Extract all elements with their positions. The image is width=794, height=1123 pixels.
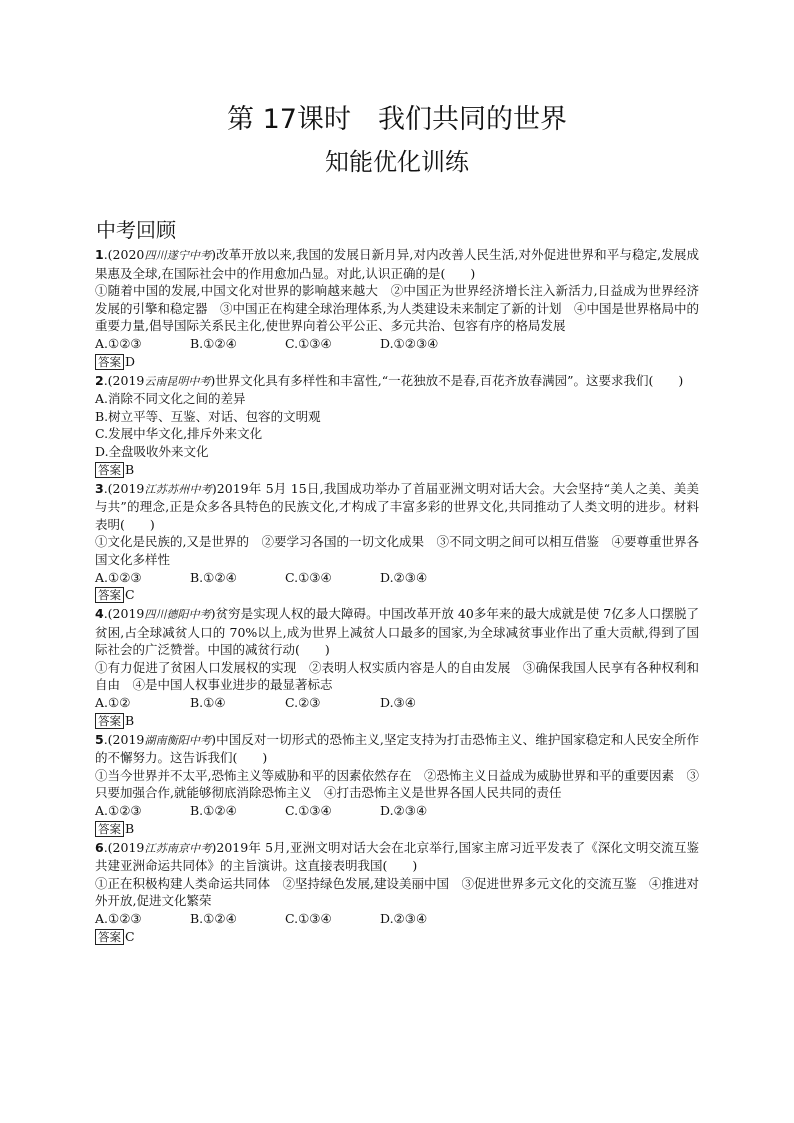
choice-options (95, 910, 699, 928)
question-year: .(2019 (103, 606, 145, 622)
answer-value: B (125, 820, 135, 836)
question-year: .(2019 (103, 480, 145, 496)
choice-option: D.②③④ (380, 803, 428, 819)
question-statement: D.全盘吸收外来文化 (95, 443, 209, 459)
question-text: )2019年 5月 15日,我国成功举办了首届亚洲文明对话大会。大会坚持“美人之美、美美与共”的理念,正是众多各具特色的民族文化,才构成了丰富多彩的世界文化,共同推动了人类文明的进步。材料表明( ) (95, 480, 700, 532)
question-4 (95, 605, 699, 730)
choice-option: A.①② (95, 695, 131, 711)
answer-value: C (125, 928, 135, 944)
question-text: )2019年 5月,亚洲文明对话大会在北京举行,国家主席习近平发表了《深化文明交流互鉴 共建亚洲命运共同体》的主旨演讲。这直接表明我国( ) (95, 839, 712, 874)
answer-label: 答案 (95, 821, 124, 837)
question-year: .(2019 (103, 731, 145, 747)
answer-value: B (125, 712, 135, 728)
choice-option: D.①②③④ (380, 335, 439, 351)
question-stem (95, 372, 699, 391)
choice-option: C.①③④ (285, 803, 332, 819)
question-statement: ①正在积极构建人类命运共同体 ②坚持绿色发展,建设美丽中国 ③促进世界多元文化的交流互鉴 ④推进对外开放,促进文化繁荣 (95, 875, 699, 909)
question-year: .(2019 (103, 839, 145, 855)
choice-option: C.①③④ (285, 911, 332, 926)
choice-option: A.①②③ (95, 335, 142, 351)
choice-option: D.②③④ (380, 911, 428, 926)
question-number: 5 (95, 731, 104, 747)
answer-row (95, 820, 699, 838)
choice-option: B.①②④ (190, 803, 237, 819)
question-list (95, 246, 712, 947)
choice-option: C.②③ (285, 695, 321, 711)
choice-option: B.①②④ (190, 911, 237, 926)
question-text: )世界文化具有多样性和丰富性,“一花独放不是春,百花齐放春满园”。这要求我们( ) (210, 372, 684, 388)
question-year: .(2020 (103, 247, 145, 262)
question-source: 江苏南京中考 (144, 841, 212, 855)
question-6 (95, 839, 712, 946)
answer-value: D (125, 353, 136, 369)
choice-option: A.①②③ (95, 569, 142, 585)
question-statement: B.树立平等、互鉴、对话、包容的文明观 (95, 408, 321, 424)
question-source: 云南昆明中考 (144, 374, 211, 388)
question-statement: ①文化是民族的,又是世界的 ②要学习各国的一切文化成果 ③不同文明之间可以相互借鉴 ④要尊重世界各国文化多样性 (95, 534, 699, 567)
question-statement: C.发展中华文化,排斥外来文化 (95, 426, 263, 442)
question-statement: ①随着中国的发展,中国文化对世界的影响越来越大 ②中国正为世界经济增长注入新活力,日益成为世界经济发展的引擎和稳定器 ③中国正在构建全球治理体系,为人类建设未来制定了新的计划 ④中国是世界格局中的重要力量,倡导国际关系民主化,使世界向着公平公正、多元共治、包容有序的格局发展 (95, 283, 699, 334)
answer-label: 答案 (95, 354, 124, 370)
choice-option: B.①②④ (190, 335, 237, 351)
question-1 (95, 246, 699, 371)
answer-row (95, 928, 699, 946)
question-source: 四川德阳中考 (144, 608, 211, 622)
question-statement: ①有力促进了贫困人口发展权的实现 ②表明人权实质内容是人的自由发展 ③确保我国人民享有各种权利和自由 ④是中国人权事业进步的最显著标志 (95, 659, 699, 693)
question-source: 江苏苏州中考 (144, 482, 212, 496)
choice-options (95, 335, 699, 353)
answer-row (95, 586, 699, 604)
answer-label: 答案 (95, 929, 124, 945)
answer-label: 答案 (95, 462, 124, 478)
question-3 (95, 480, 699, 605)
question-text: )改革开放以来,我国的发展日新月异,对内改善人民生活,对外促进世界和平与稳定,发展成果惠及全球,在国际社会中的作用愈加凸显。对此,认识正确的是( ) (95, 247, 699, 281)
page-subtitle: 知能优化训练 (325, 148, 469, 176)
answer-value: B (125, 461, 135, 477)
question-stem (95, 731, 699, 767)
question-stem (95, 839, 712, 875)
question-number: 2 (95, 372, 104, 388)
question-statement: A.消除不同文化之间的差异 (95, 391, 246, 407)
question-stem (95, 480, 699, 534)
choice-option: D.③④ (380, 695, 416, 711)
question-text: )中国反对一切形式的恐怖主义,坚定支持为打击恐怖主义、维护国家稳定和人民安全所作的不懈努力。这告诉我们( ) (95, 731, 700, 766)
question-number: 3 (95, 480, 104, 496)
section-title: 中考回顾 (96, 218, 176, 242)
question-source: 湖南衡阳中考 (144, 733, 212, 747)
choice-option: B.①④ (190, 695, 226, 711)
page-title: 第 17课时 我们共同的世界 (227, 104, 567, 135)
answer-row (95, 461, 699, 479)
choice-option: C.①③④ (285, 335, 332, 351)
choice-options (95, 569, 699, 587)
choice-option: A.①②③ (95, 911, 142, 926)
question-year: .(2019 (103, 372, 145, 388)
question-number: 6 (95, 839, 104, 855)
question-2 (95, 372, 699, 479)
choice-options (95, 802, 699, 820)
question-text: )贫穷是实现人权的最大障碍。中国改革开放 40多年来的最大成就是使 7亿多人口摆脱了贫困,占全球减贫人口的 70%以上,成为世界上减贫人口最多的国家,为全球减贫事业作出了重大贡献,得到了国际社会的广泛赞誉。中国的减贫行动( ) (95, 606, 700, 658)
answer-label: 答案 (95, 713, 124, 729)
choice-option: C.①③④ (285, 569, 332, 585)
question-stem (95, 605, 699, 659)
question-number: 4 (95, 606, 104, 622)
question-stem (95, 246, 699, 282)
choice-option: A.①②③ (95, 803, 142, 819)
answer-row (95, 353, 699, 371)
answer-row (95, 712, 699, 730)
answer-label: 答案 (95, 587, 124, 603)
choice-option: B.①②④ (190, 569, 237, 585)
question-number: 1 (95, 247, 104, 262)
question-source: 四川遂宁中考 (144, 249, 212, 262)
question-5 (95, 731, 699, 838)
answer-value: C (125, 587, 135, 603)
question-statement: ①当今世界并不太平,恐怖主义等威胁和平的因素依然存在 ②恐怖主义日益成为威胁世界和平的重要因素 ③只要加强合作,就能够彻底消除恐怖主义 ④打击恐怖主义是世界各国人民共同的责任 (95, 767, 699, 801)
choice-option: D.②③④ (380, 569, 428, 585)
choice-options (95, 694, 699, 712)
